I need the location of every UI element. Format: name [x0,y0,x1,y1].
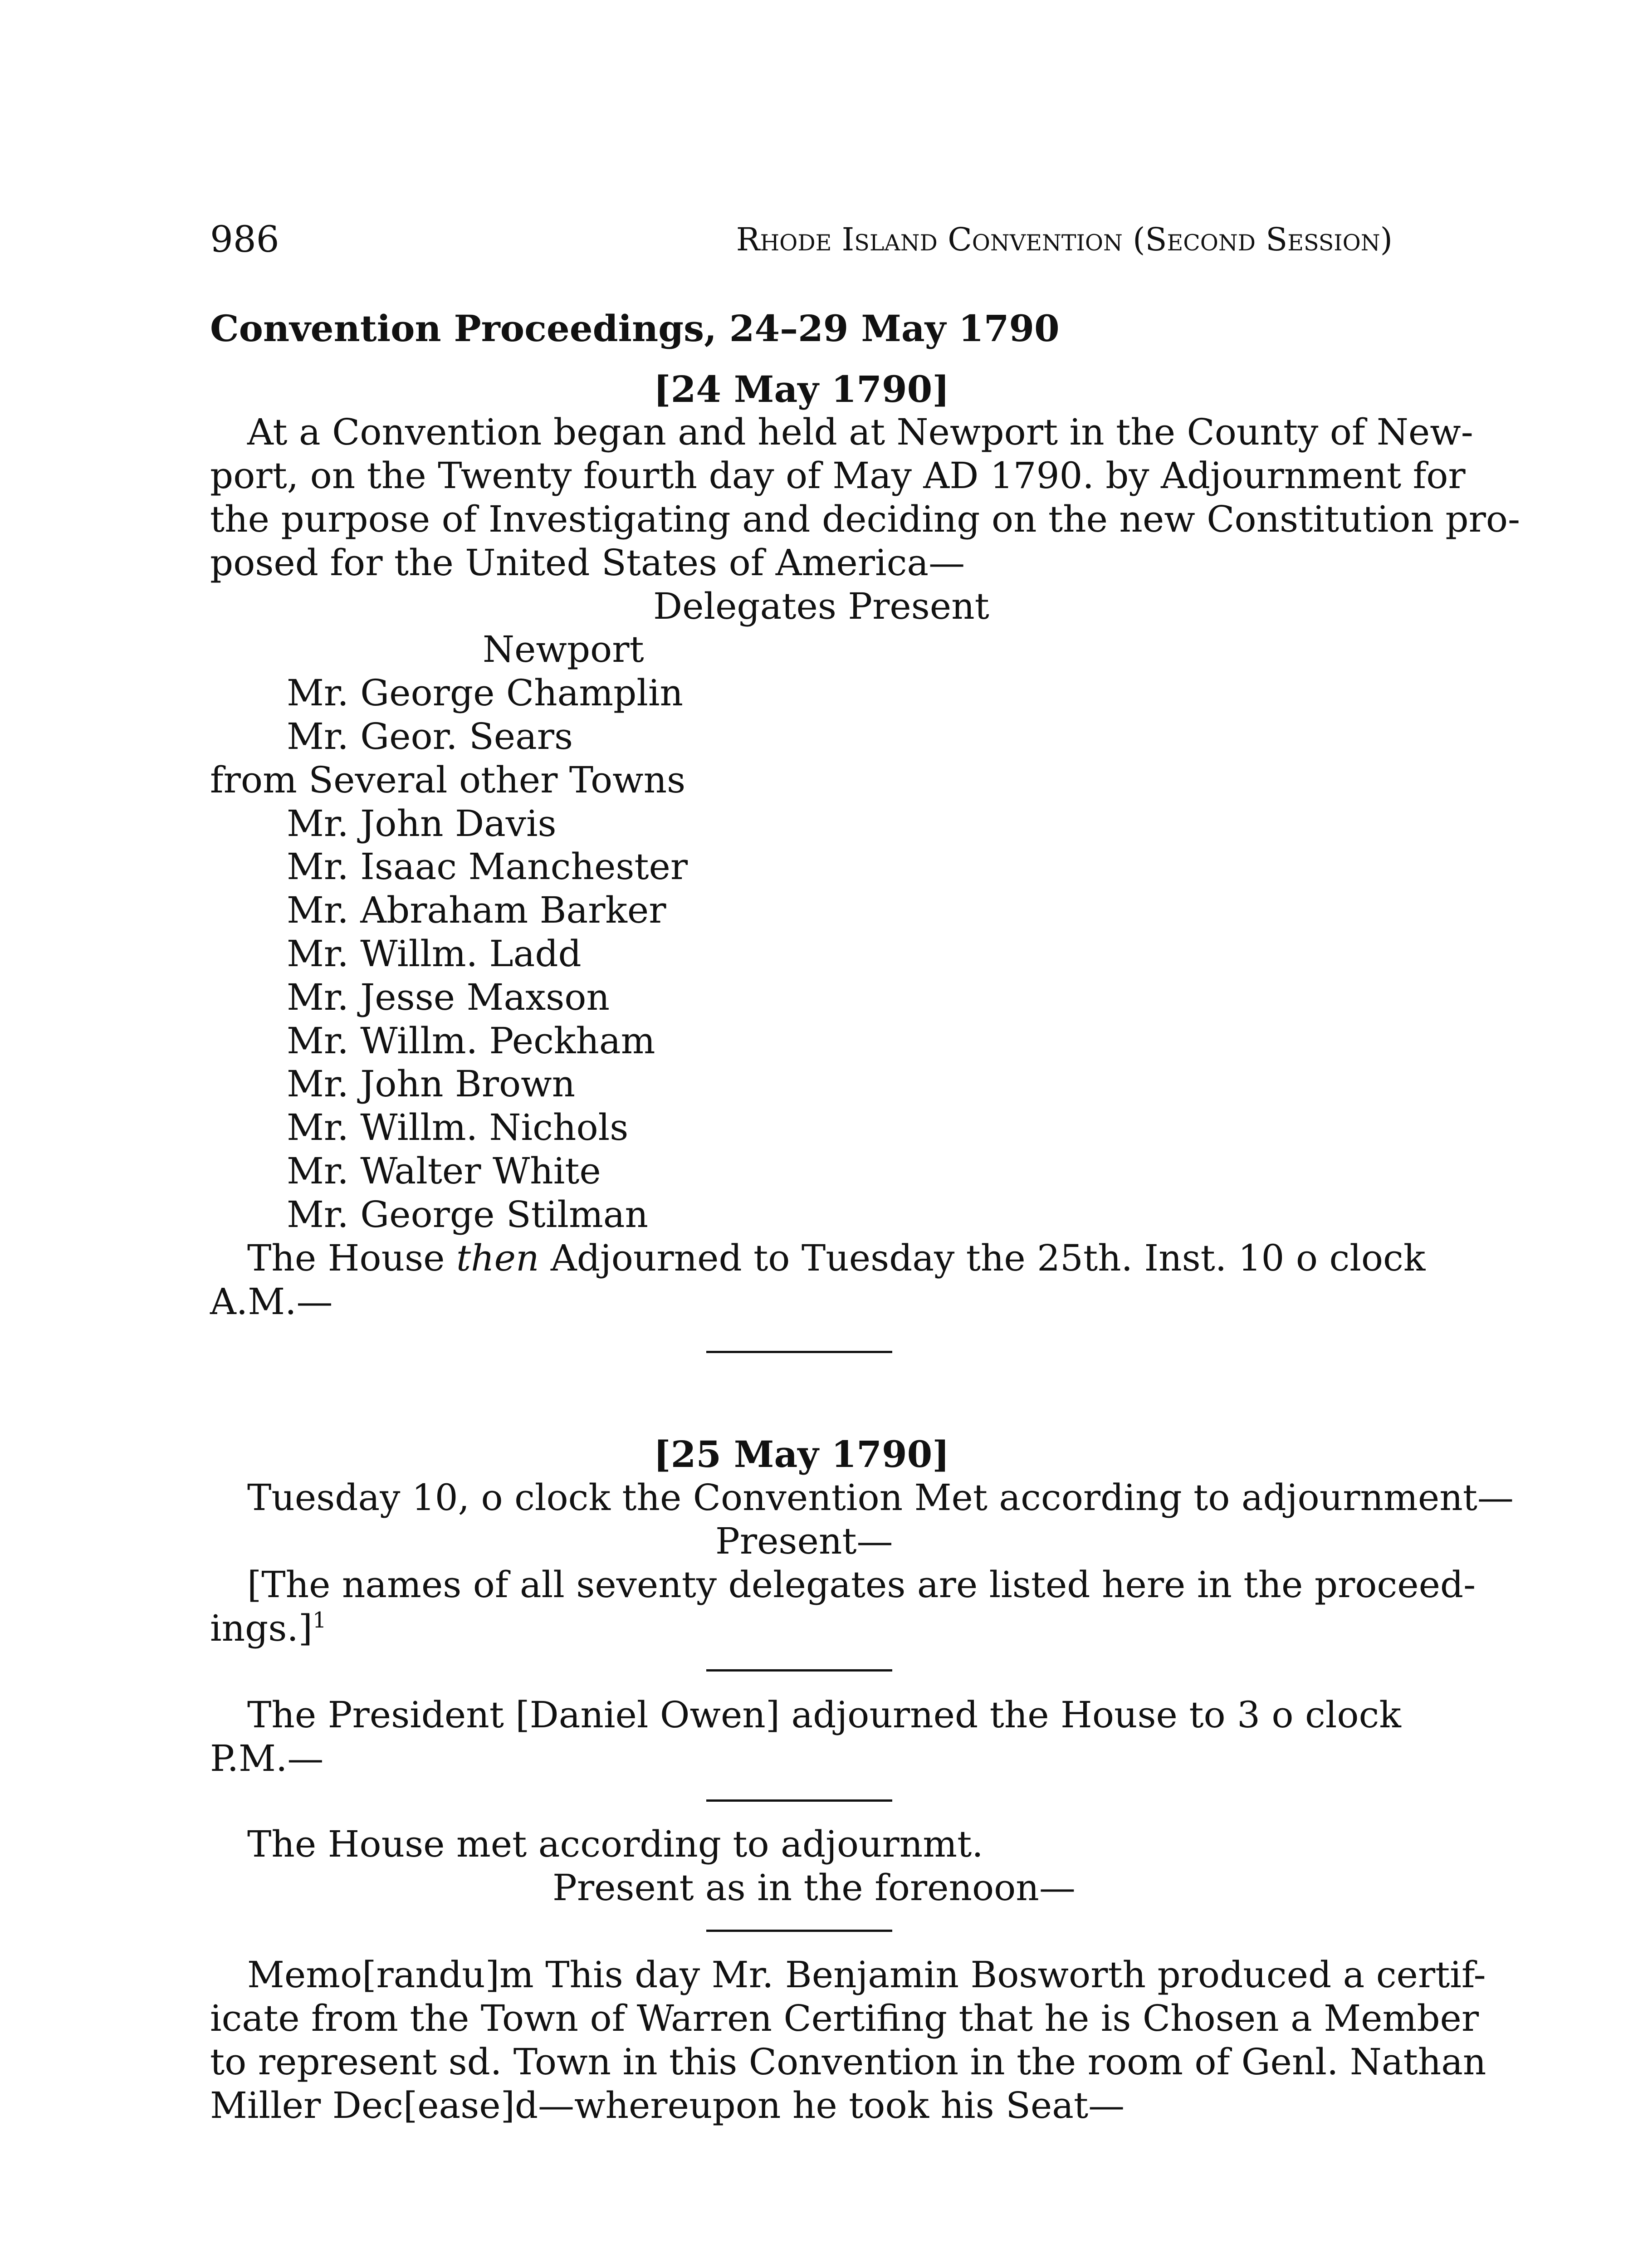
section-title: Convention Proceedings, 24–29 May 1790 [210,307,1060,350]
president-line: The President [Daniel Owen] adjourned the House to 3 o clock [247,1694,1401,1736]
section-divider [706,1799,892,1802]
running-title: Rhode Island Convention (Second Session) [736,221,1393,258]
met-line: Tuesday 10, o clock the Convention Met according to adjournment— [247,1476,1514,1519]
adjourn-line: A.M.— [210,1281,333,1323]
delegate-name: Mr. Willm. Ladd [287,933,582,975]
present-forenoon-line: Present as in the forenoon— [552,1867,1076,1909]
adjourn-text: The House [247,1237,456,1279]
newport-heading: Newport [483,628,644,670]
footnote-ref: 1 [313,1608,327,1633]
delegate-name: Mr. Abraham Barker [287,889,666,931]
delegate-name: Mr. John Davis [287,802,557,845]
section-divider [706,1351,892,1353]
delegate-name: Mr. Isaac Manchester [287,846,688,888]
section-divider [706,1669,892,1672]
memo-line: Miller Dec[ease]d—whereupon he took his Seat— [210,2084,1125,2126]
delegate-name: Mr. Jesse Maxson [287,976,610,1018]
delegate-name: Mr. Walter White [287,1150,601,1192]
intro-line: At a Convention began and held at Newport in the County of New- [247,411,1473,453]
delegate-name: Mr. Willm. Nichols [287,1106,629,1149]
delegate-name: Mr. John Brown [287,1063,576,1105]
date-heading-25-may: [25 May 1790] [653,1433,950,1476]
page-number: 986 [210,218,279,260]
section-divider [706,1930,892,1932]
memo-line: to represent sd. Town in this Convention in the room of Genl. Nathan [210,2041,1486,2083]
intro-line: posed for the United States of America— [210,542,965,584]
present-line: Present— [715,1520,893,1562]
delegate-name: Mr. Willm. Peckham [287,1020,655,1062]
names-note-line [210,1607,327,1650]
delegate-name: Mr. George Champlin [287,672,684,714]
delegate-name: Mr. Geor. Sears [287,715,573,758]
memo-line: icate from the Town of Warren Certifing that he is Chosen a Member [210,1997,1479,2039]
emphasis-then: then [456,1237,539,1279]
adjourn-line [247,1237,1426,1280]
other-towns-heading: from Several other Towns [210,759,686,801]
president-line: P.M.— [210,1737,324,1779]
names-note-line: [The names of all seventy delegates are listed here in the proceed- [247,1564,1476,1606]
names-note-text: ings.] [210,1607,313,1649]
intro-line: the purpose of Investigating and deciding on the new Constitution pro- [210,498,1521,540]
delegate-name: Mr. George Stilman [287,1193,649,1236]
adjourn-text: Adjourned to Tuesday the 25th. Inst. 10 o clock [539,1237,1426,1279]
date-heading-24-may: [24 May 1790] [653,368,950,411]
met-again-line: The House met according to adjournmt. [247,1823,983,1865]
intro-line: port, on the Twenty fourth day of May AD 1790. by Adjournment for [210,455,1466,497]
memo-line: Memo[randu]m This day Mr. Benjamin Bosworth produced a certif- [247,1954,1486,1996]
delegates-heading: Delegates Present [653,585,989,627]
